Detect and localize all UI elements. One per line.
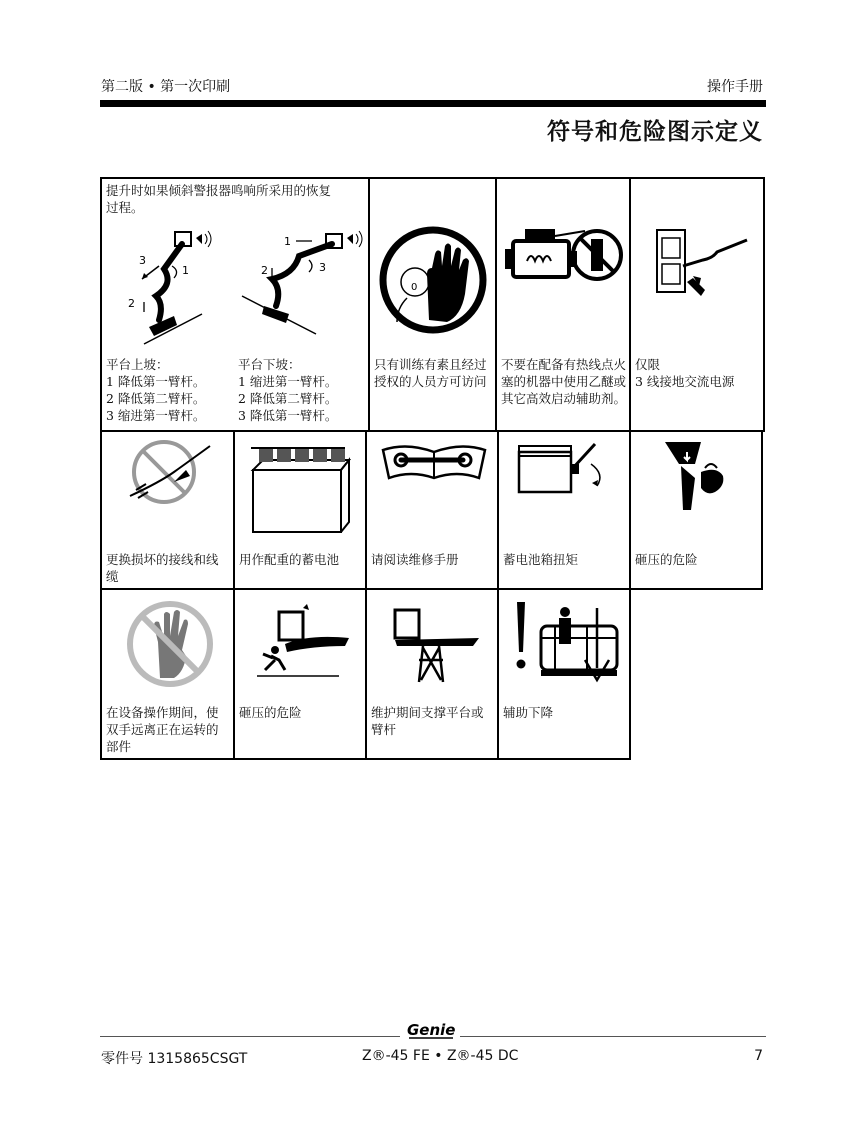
footer-rule-right (460, 1036, 766, 1037)
fig-down-label-3: 3 (319, 261, 326, 274)
battery-box-icon (515, 438, 615, 498)
part-number: 零件号 1315865CSGT (101, 1051, 248, 1067)
ac-power-cell (629, 177, 765, 432)
page-number: 7 (754, 1048, 763, 1064)
cords-text: 更换损坏的接线和线缆 (106, 552, 219, 584)
support-text: 维护期间支撑平台或臂杆 (371, 705, 484, 737)
tilt-down-step: 3 降低第一臂杆。 (238, 408, 338, 423)
trained-personnel-cell (368, 177, 497, 432)
damaged-cord-icon (124, 438, 212, 508)
tilt-down-step: 2 降低第二臂杆。 (238, 391, 338, 406)
crush-1-cell (629, 430, 763, 590)
fig-down-label-1: 1 (284, 235, 291, 248)
trained-text: 只有训练有素且经过授权的人员方可访问 (374, 357, 487, 389)
cords-cell (100, 430, 235, 590)
crush-2-cell (233, 588, 367, 760)
support-arm-icon (383, 600, 483, 684)
aux-lower-text: 辅助下降 (503, 705, 554, 720)
ether-text: 不要在配备有热线点火塞的机器中使用乙醚或其它高效启动辅助剂。 (501, 357, 627, 406)
tilt-recovery-icon (104, 224, 368, 354)
tilt-up-step: 1 降低第一臂杆。 (106, 374, 206, 389)
support-cell (365, 588, 499, 760)
fig-up-label-1: 1 (182, 264, 189, 277)
battery-icon (245, 440, 357, 538)
tilt-intro-text: 提升时如果倾斜警报器鸣响所采用的恢复过程。 (106, 183, 332, 215)
fig-up-label-2: 2 (128, 297, 135, 310)
crush-1-text: 砸压的危险 (635, 552, 698, 567)
read-manual-text: 请阅读维修手册 (371, 552, 459, 567)
fig-up-label-3: 3 (139, 254, 146, 267)
crush-person-icon (249, 600, 359, 680)
aux-lower-cell (497, 588, 631, 760)
crush-icon (661, 438, 731, 513)
manual-label: 操作手册 (707, 79, 763, 95)
page-title: 符号和危险图示定义 (547, 119, 763, 145)
no-ether-icon (505, 219, 623, 289)
svg-text:0: 0 (411, 282, 418, 293)
battery-cw-text: 用作配重的蓄电池 (239, 552, 340, 567)
ac-plug-icon (653, 224, 753, 304)
aux-lower-icon (511, 598, 621, 688)
box-torque-text: 蓄电池箱扭矩 (503, 552, 579, 567)
tilt-down-title: 平台下坡： (238, 357, 301, 372)
box-torque-cell (497, 430, 631, 590)
tilt-recovery-cell (100, 177, 370, 432)
footer-rule-left (100, 1036, 400, 1037)
fig-down-label-2: 2 (261, 264, 268, 277)
hands-away-text: 在设备操作期间，使双手远离正在运转的部件 (106, 705, 219, 754)
ether-cell (495, 177, 631, 432)
crush-2-text: 砸压的危险 (239, 705, 302, 720)
battery-cw-cell (233, 430, 367, 590)
no-entry-hand-icon (377, 224, 489, 336)
no-hands-icon (124, 598, 216, 690)
tilt-down-step: 1 缩进第一臂杆。 (238, 374, 338, 389)
genie-logo-text: Genie (407, 1021, 456, 1039)
manual-icon (379, 438, 489, 484)
tilt-up-step: 3 缩进第一臂杆。 (106, 408, 206, 423)
edition-label: 第二版 • 第一次印刷 (101, 79, 231, 95)
genie-logo (405, 1020, 457, 1042)
model-label: Z®-45 FE • Z®-45 DC (362, 1048, 519, 1064)
tilt-down-text (238, 356, 365, 424)
tilt-up-text (106, 356, 231, 424)
header-rule (100, 100, 766, 107)
read-manual-cell (365, 430, 499, 590)
ac-power-text: 仅限 3 线接地交流电源 (635, 357, 735, 389)
tilt-up-step: 2 降低第二臂杆。 (106, 391, 206, 406)
tilt-up-title: 平台上坡： (106, 357, 169, 372)
hands-away-cell (100, 588, 235, 760)
